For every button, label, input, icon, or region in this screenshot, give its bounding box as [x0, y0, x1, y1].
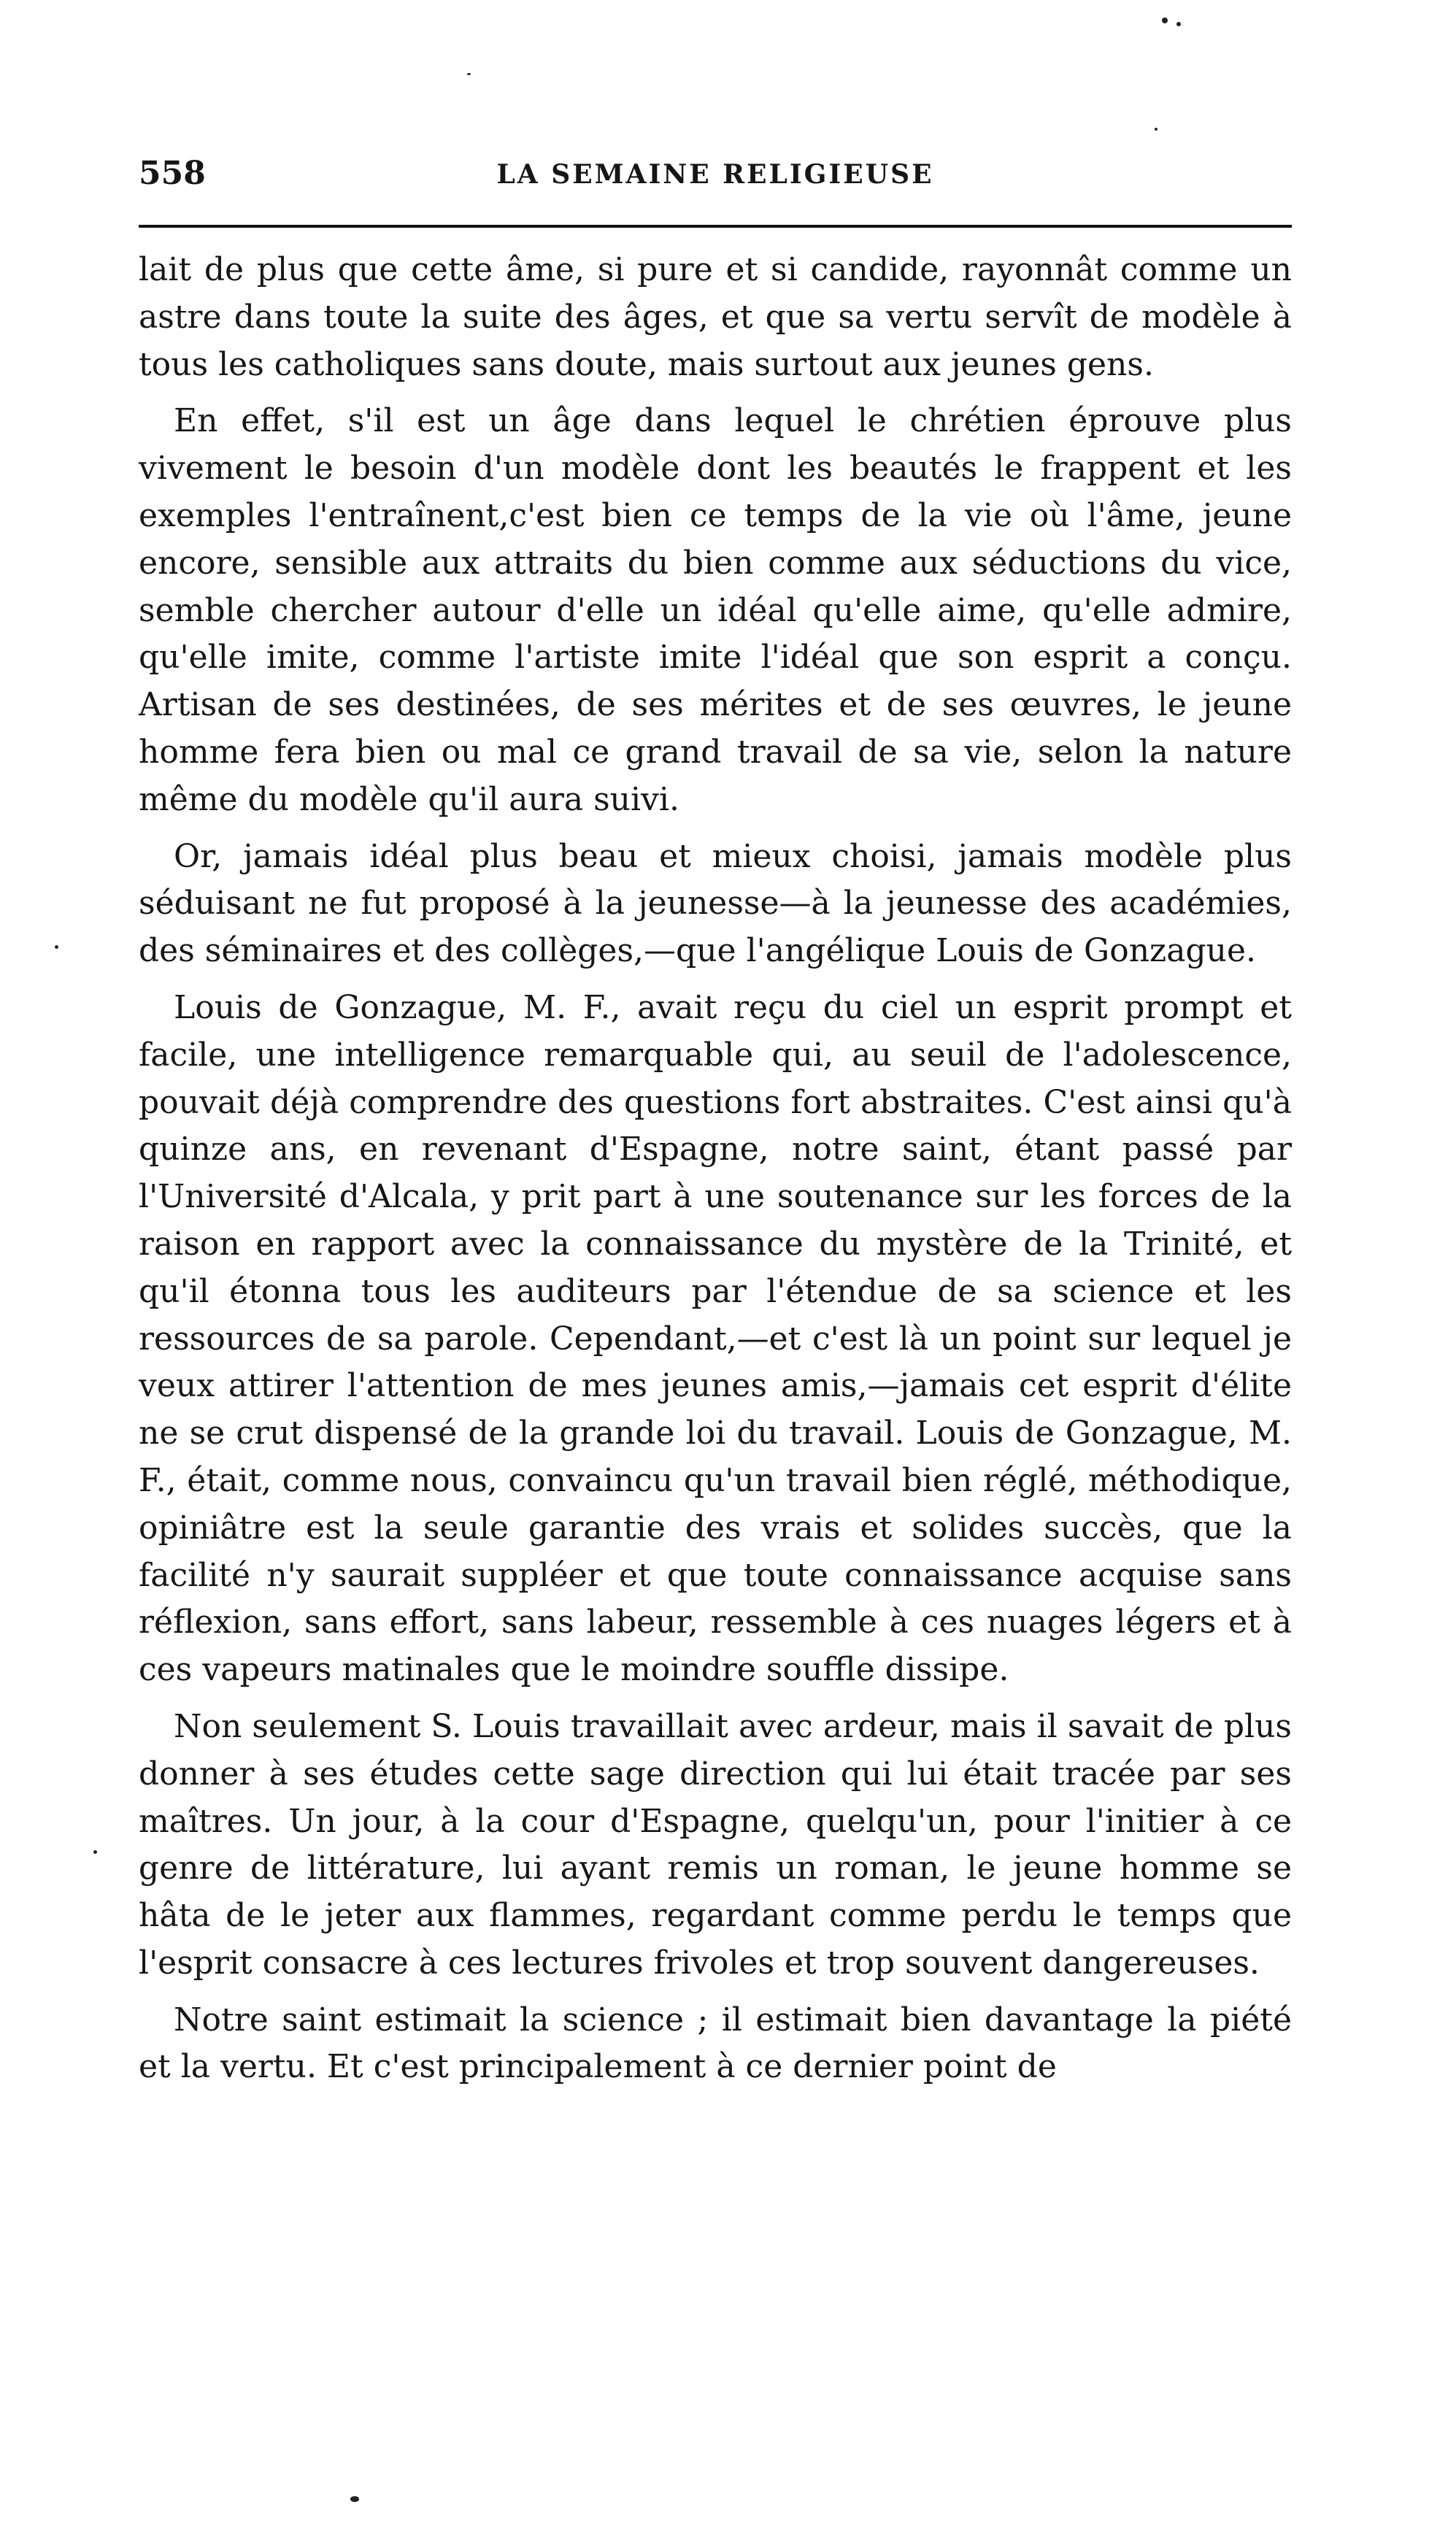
scan-speck — [467, 73, 471, 75]
page-header — [139, 155, 1292, 199]
scan-speck — [1176, 22, 1181, 26]
scan-speck — [1155, 128, 1158, 131]
page-number: 558 — [139, 155, 206, 192]
scan-speck — [55, 945, 58, 949]
paragraph: Or, jamais idéal plus beau et mieux choisi, jamais modèle plus séduisant ne fut proposé à la jeunesse—à la jeunesse des académies, des séminaires et des collèges,—que l'angélique Louis de Gonzague. — [139, 837, 1292, 970]
paragraph: Louis de Gonzague, M. F., avait reçu du ciel un esprit prompt et facile, une intelligence remarquable qui, au seuil de l'adolescence, pouvait déjà comprendre des questions fort abstraites. C'est ainsi qu'à quinze ans, en revenant d'Espagne, notre saint, étant passé par l'Université d'Alcala, y prit part à une soutenance sur les forces de la raison en rapport avec la connaissance du mystère de la Trinité, et qu'il étonna tous les auditeurs par l'étendue de sa science et les ressources de sa parole. Cependant,—et c'est là un point sur lequel je veux attirer l'attention de mes jeunes amis,—jamais cet esprit d'élite ne se crut dispensé de la grande loi du travail. Louis de Gonzague, M. F., était, comme nous, convaincu qu'un travail bien réglé, méthodique, opiniâtre est la seule garantie des vrais et solides succès, que la facilité n'y saurait suppléer et que toute connaissance acquise sans réflexion, sans effort, sans labeur, ressemble à ces nuages légers et à ces vapeurs matinales que le moindre souffle dissipe. — [139, 988, 1292, 1689]
scan-speck — [1162, 18, 1168, 23]
scan-speck — [350, 2496, 359, 2502]
paragraph: Notre saint estimait la science ; il estimait bien davantage la piété et la vertu. Et c'est principalement à ce dernier point de — [139, 2001, 1292, 2086]
header-rule — [139, 225, 1292, 228]
running-title: LA SEMAINE RELIGIEUSE — [496, 159, 934, 190]
paragraph: En effet, s'il est un âge dans lequel le chrétien éprouve plus vivement le besoin d'un modèle dont les beautés le frappent et les exemples l'entraînent,c'est bien ce temps de la vie où l'âme, jeune encore, sensible aux attraits du bien comme aux séductions du vice, semble chercher autour d'elle un idéal qu'elle aime, qu'elle admire, qu'elle imite, comme l'artiste imite l'idéal que son esprit a conçu. Artisan de ses destinées, de ses mérites et de ses œuvres, le jeune homme fera bien ou mal ce grand travail de sa vie, selon la nature même du modèle qu'il aura suivi. — [139, 402, 1292, 818]
scan-speck — [93, 1850, 97, 1854]
body-text — [139, 247, 1292, 2091]
paragraph: Non seulement S. Louis travaillait avec ardeur, mais il savait de plus donner à ses études cette sage direction qui lui était tracée par ses maîtres. Un jour, à la cour d'Espagne, quelqu'un, pour l'initier à ce genre de littérature, lui ayant remis un roman, le jeune homme se hâta de le jeter aux flammes, regardant comme perdu le temps que l'esprit consacre à ces lectures frivoles et trop souvent dangereuses. — [139, 1707, 1292, 1982]
paragraph-continuation: lait de plus que cette âme, si pure et si candide, rayonnât comme un astre dans toute la suite des âges, et que sa vertu servît de modèle à tous les catholiques sans doute, mais surtout aux jeunes gens. — [139, 251, 1292, 383]
